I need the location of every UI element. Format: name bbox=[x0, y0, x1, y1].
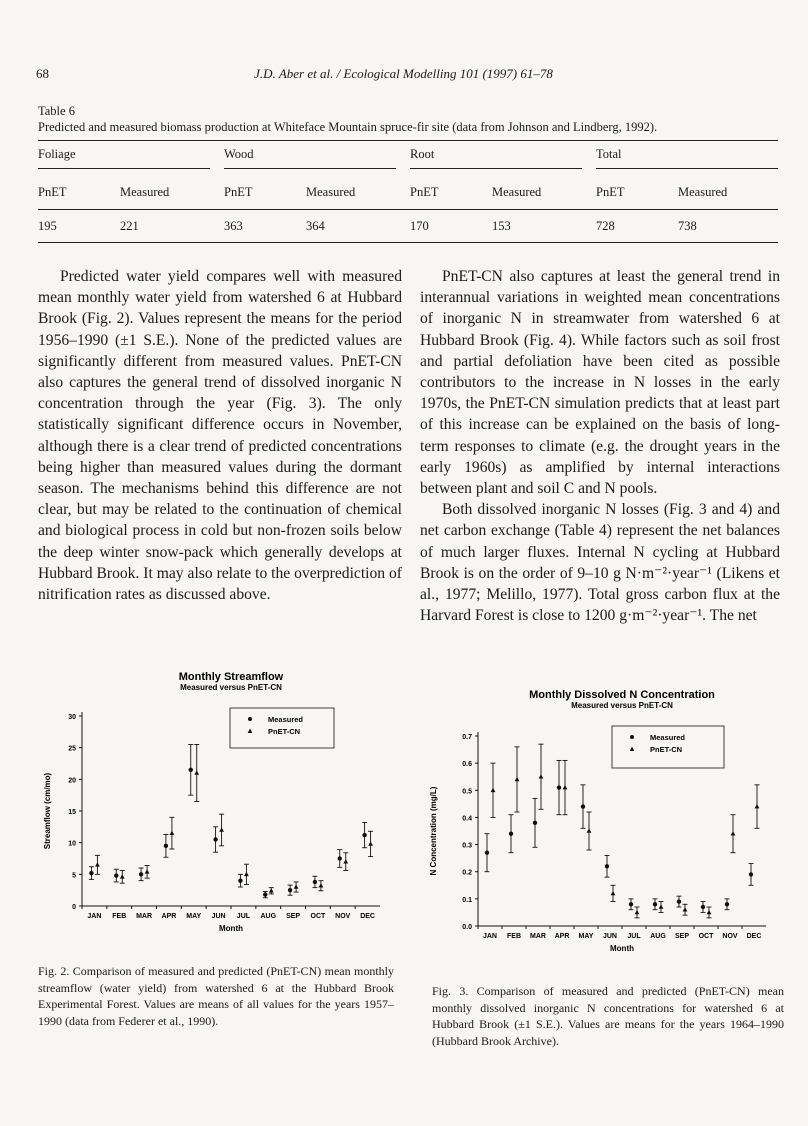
body-paragraph: Predicted water yield compares well with measured mean monthly water yield from watershed 6 at Hubbard Brook (Fig. 2). Values represent the means for the period 1956–1990 (±1 S.E.). None of the predicted values are significantly different from measured values. PnET-CN also captures the general trend of dissolved inorganic N concentration through the year (Fig. 3). The only statistically significant difference occurs in November, although there is a clear trend of predicted concentrations being higher than measured values during the dormant season. The mechanisms behind this difference are not clear, but may be related to the continuation of chemical and biological process in cold but non-frozen soils below the deep winter snow-pack which generally develops at Hubbard Brook. It may also relate to the overprediction of nitrification rates as discussed above. bbox=[38, 268, 402, 604]
y-tick-label: 20 bbox=[68, 777, 76, 785]
y-tick-label: 0.5 bbox=[462, 788, 472, 796]
figure-3-caption: Fig. 3. Comparison of measured and predicted (PnET-CN) mean monthly dissolved inorganic N concentrations for watershed 6 at Hubbard Brook (±1 S.E.). Values are means for the years 1964–1990 (Hubbard Brook Archive). bbox=[432, 984, 784, 1048]
table-subheader: PnET bbox=[38, 184, 67, 199]
x-tick-label: JUN bbox=[602, 933, 618, 940]
x-tick-label: MAR bbox=[530, 933, 546, 940]
body-paragraph: PnET-CN also captures at least the general trend in interannual variations in weighted mean concentrations of inorganic N in streamwater from watershed 6 at Hubbard Brook (Fig. 4). While factors such as soil frost and partial defoliation have been cited as possible contributors to the increase in N losses in the early 1970s, the PnET-CN simulation predicts that at least part of this increase can be explained on the basis of long-term responses to climate (e.g. the drought years in the early 1960s) as amplified by internal interactions between plant and soil C and N pools. bbox=[420, 268, 780, 498]
table-caption-block bbox=[38, 103, 778, 135]
point-pnet-cn bbox=[563, 785, 568, 789]
point-pnet-cn bbox=[635, 910, 640, 914]
y-tick-label: 30 bbox=[68, 714, 76, 721]
page-header bbox=[36, 66, 771, 84]
x-axis-title: Month bbox=[219, 924, 243, 933]
biomass-table bbox=[38, 140, 778, 243]
x-tick-label: MAR bbox=[136, 913, 153, 920]
x-tick-label: APR bbox=[554, 933, 570, 940]
point-measured bbox=[677, 899, 681, 903]
table-cell: 363 bbox=[224, 210, 306, 243]
x-tick-label: FEB bbox=[507, 933, 521, 940]
point-pnet-cn bbox=[319, 883, 324, 887]
point-measured bbox=[485, 851, 489, 855]
y-tick-label: 0.0 bbox=[462, 924, 472, 931]
chart-title: Monthly Dissolved N Concentration bbox=[529, 689, 715, 701]
x-tick-label: JAN bbox=[482, 933, 498, 940]
point-measured bbox=[89, 871, 93, 875]
point-measured bbox=[749, 872, 753, 876]
table-subheader: Measured bbox=[492, 184, 542, 199]
table-label: Table 6 bbox=[38, 104, 75, 118]
point-measured bbox=[581, 804, 585, 808]
point-measured bbox=[139, 872, 143, 876]
table-subheader-row bbox=[38, 175, 778, 210]
x-tick-label: APR bbox=[161, 913, 177, 920]
y-tick-label: 0.6 bbox=[462, 761, 472, 769]
y-axis-title: Streamflow (cm/mo) bbox=[43, 772, 52, 850]
x-tick-label: SEP bbox=[286, 913, 301, 920]
point-pnet-cn bbox=[755, 804, 760, 808]
x-tick-label: DEC bbox=[746, 933, 762, 940]
point-pnet-cn bbox=[120, 874, 125, 878]
x-tick-label: AUG bbox=[260, 913, 277, 920]
table-subheader: PnET bbox=[410, 184, 439, 199]
y-tick-label: 0.3 bbox=[462, 842, 472, 850]
x-tick-label: JUL bbox=[627, 933, 641, 940]
page-number: 68 bbox=[36, 66, 49, 81]
figure-2-caption: Fig. 2. Comparison of measured and predicted (PnET-CN) mean monthly streamflow (water yield) from watershed 6 at the Hubbard Brook Experimental Forest. Values are means of all values for the years 1957–1990 (data from Federer et al., 1990). bbox=[38, 964, 394, 1028]
x-tick-label: JUL bbox=[236, 913, 251, 920]
point-measured bbox=[263, 892, 267, 896]
point-pnet-cn bbox=[515, 777, 520, 781]
body-column-left bbox=[38, 266, 402, 605]
legend-label: PnET-CN bbox=[268, 727, 301, 736]
body-paragraph: Both dissolved inorganic N losses (Fig. 3 and 4) and net carbon exchange (Table 4) represent the net balances of much larger fluxes. Internal N cycling at Hubbard Brook is on the order of 9–10 g N·m⁻²·year⁻¹ (Likens et al., 1977; Melillo, 1977). Total gross carbon flux at the Harvard Forest is close to 1200 g·m⁻²·year⁻¹. The net bbox=[420, 501, 780, 625]
y-tick-label: 0.4 bbox=[462, 815, 472, 823]
point-measured bbox=[509, 832, 513, 836]
table-cell: 153 bbox=[492, 210, 596, 243]
table-subheader: Measured bbox=[306, 184, 356, 199]
y-tick-label: 10 bbox=[68, 840, 76, 848]
point-pnet-cn bbox=[539, 774, 544, 778]
y-tick-label: 5 bbox=[72, 872, 76, 880]
x-tick-label: NOV bbox=[335, 913, 351, 920]
table-cell: 738 bbox=[678, 210, 778, 243]
table-cell: 364 bbox=[306, 210, 410, 243]
x-axis-title: Month bbox=[610, 944, 634, 953]
y-tick-label: 0.2 bbox=[462, 869, 472, 877]
point-measured bbox=[164, 844, 168, 848]
legend-label: PnET-CN bbox=[650, 745, 683, 754]
chart-title: Monthly Streamflow bbox=[178, 671, 284, 683]
table-row bbox=[38, 210, 778, 243]
x-tick-label: OCT bbox=[310, 913, 326, 920]
point-measured bbox=[701, 905, 705, 909]
table-group-row bbox=[38, 141, 778, 176]
point-measured bbox=[653, 902, 657, 906]
body-column-right bbox=[420, 266, 780, 626]
point-measured bbox=[362, 833, 366, 837]
point-pnet-cn bbox=[194, 770, 199, 774]
point-measured bbox=[629, 902, 633, 906]
legend-label: Measured bbox=[268, 715, 304, 724]
table-cell: 728 bbox=[596, 210, 678, 243]
x-tick-label: MAY bbox=[578, 933, 594, 940]
point-pnet-cn bbox=[145, 869, 150, 873]
table-subheader: Measured bbox=[678, 184, 728, 199]
table-group-foliage: Foliage bbox=[38, 147, 210, 169]
point-measured bbox=[189, 768, 193, 772]
y-tick-label: 15 bbox=[68, 809, 76, 816]
y-tick-label: 25 bbox=[68, 745, 76, 753]
chart-subtitle: Measured versus PnET-CN bbox=[180, 683, 282, 692]
table-subheader: Measured bbox=[120, 184, 170, 199]
point-pnet-cn bbox=[368, 841, 373, 845]
point-pnet-cn bbox=[170, 831, 175, 835]
point-pnet-cn bbox=[219, 827, 224, 831]
y-axis-title: N Concentration (mg/L) bbox=[429, 786, 438, 876]
x-tick-label: JAN bbox=[87, 913, 102, 920]
figure-2-streamflow-chart bbox=[36, 668, 408, 958]
legend-marker bbox=[248, 729, 253, 734]
point-measured bbox=[213, 837, 217, 841]
point-pnet-cn bbox=[343, 859, 348, 863]
chart-subtitle: Measured versus PnET-CN bbox=[571, 701, 673, 710]
point-pnet-cn bbox=[95, 862, 100, 866]
point-pnet-cn bbox=[659, 904, 664, 908]
point-pnet-cn bbox=[294, 884, 299, 888]
point-measured bbox=[533, 821, 537, 825]
legend-marker bbox=[630, 747, 635, 752]
point-measured bbox=[605, 864, 609, 868]
point-pnet-cn bbox=[491, 788, 496, 792]
table-group-root: Root bbox=[410, 147, 582, 169]
point-measured bbox=[313, 880, 317, 884]
point-measured bbox=[338, 856, 342, 860]
point-measured bbox=[557, 785, 561, 789]
point-measured bbox=[725, 902, 729, 906]
table-subheader: PnET bbox=[224, 184, 253, 199]
legend-marker bbox=[630, 735, 634, 739]
legend-label: Measured bbox=[650, 733, 686, 742]
chart-svg bbox=[36, 668, 408, 958]
point-measured bbox=[288, 888, 292, 892]
y-tick-label: 0.1 bbox=[462, 896, 472, 904]
x-tick-label: SEP bbox=[674, 933, 690, 940]
table-cell: 221 bbox=[120, 210, 224, 243]
legend-marker bbox=[248, 717, 252, 721]
point-pnet-cn bbox=[683, 907, 688, 911]
chart-svg bbox=[422, 688, 784, 968]
figure-3-nitrogen-chart bbox=[422, 688, 784, 968]
point-pnet-cn bbox=[244, 872, 249, 876]
x-tick-label: FEB bbox=[112, 913, 127, 920]
point-pnet-cn bbox=[587, 828, 592, 832]
point-pnet-cn bbox=[731, 831, 736, 835]
table-group-total: Total bbox=[596, 147, 778, 169]
x-tick-label: MAY bbox=[186, 913, 202, 920]
x-tick-label: AUG bbox=[650, 933, 666, 940]
point-measured bbox=[238, 878, 242, 882]
y-tick-label: 0.7 bbox=[462, 734, 472, 741]
running-head: J.D. Aber et al. / Ecological Modelling 101 (1997) 61–78 bbox=[254, 66, 553, 81]
x-tick-label: NOV bbox=[722, 933, 738, 940]
table-cell: 170 bbox=[410, 210, 492, 243]
table-cell: 195 bbox=[38, 210, 120, 243]
point-pnet-cn bbox=[707, 910, 712, 914]
x-tick-label: OCT bbox=[698, 933, 714, 940]
table-caption: Predicted and measured biomass production at Whiteface Mountain spruce-fir site (data from Johnson and Lindberg, 1992). bbox=[38, 120, 658, 134]
y-tick-label: 0 bbox=[72, 904, 76, 911]
table-group-wood: Wood bbox=[224, 147, 396, 169]
point-pnet-cn bbox=[611, 891, 616, 895]
table-subheader: PnET bbox=[596, 184, 625, 199]
point-pnet-cn bbox=[269, 888, 274, 892]
x-tick-label: JUN bbox=[211, 913, 226, 920]
x-tick-label: DEC bbox=[360, 913, 375, 920]
point-measured bbox=[114, 873, 118, 877]
